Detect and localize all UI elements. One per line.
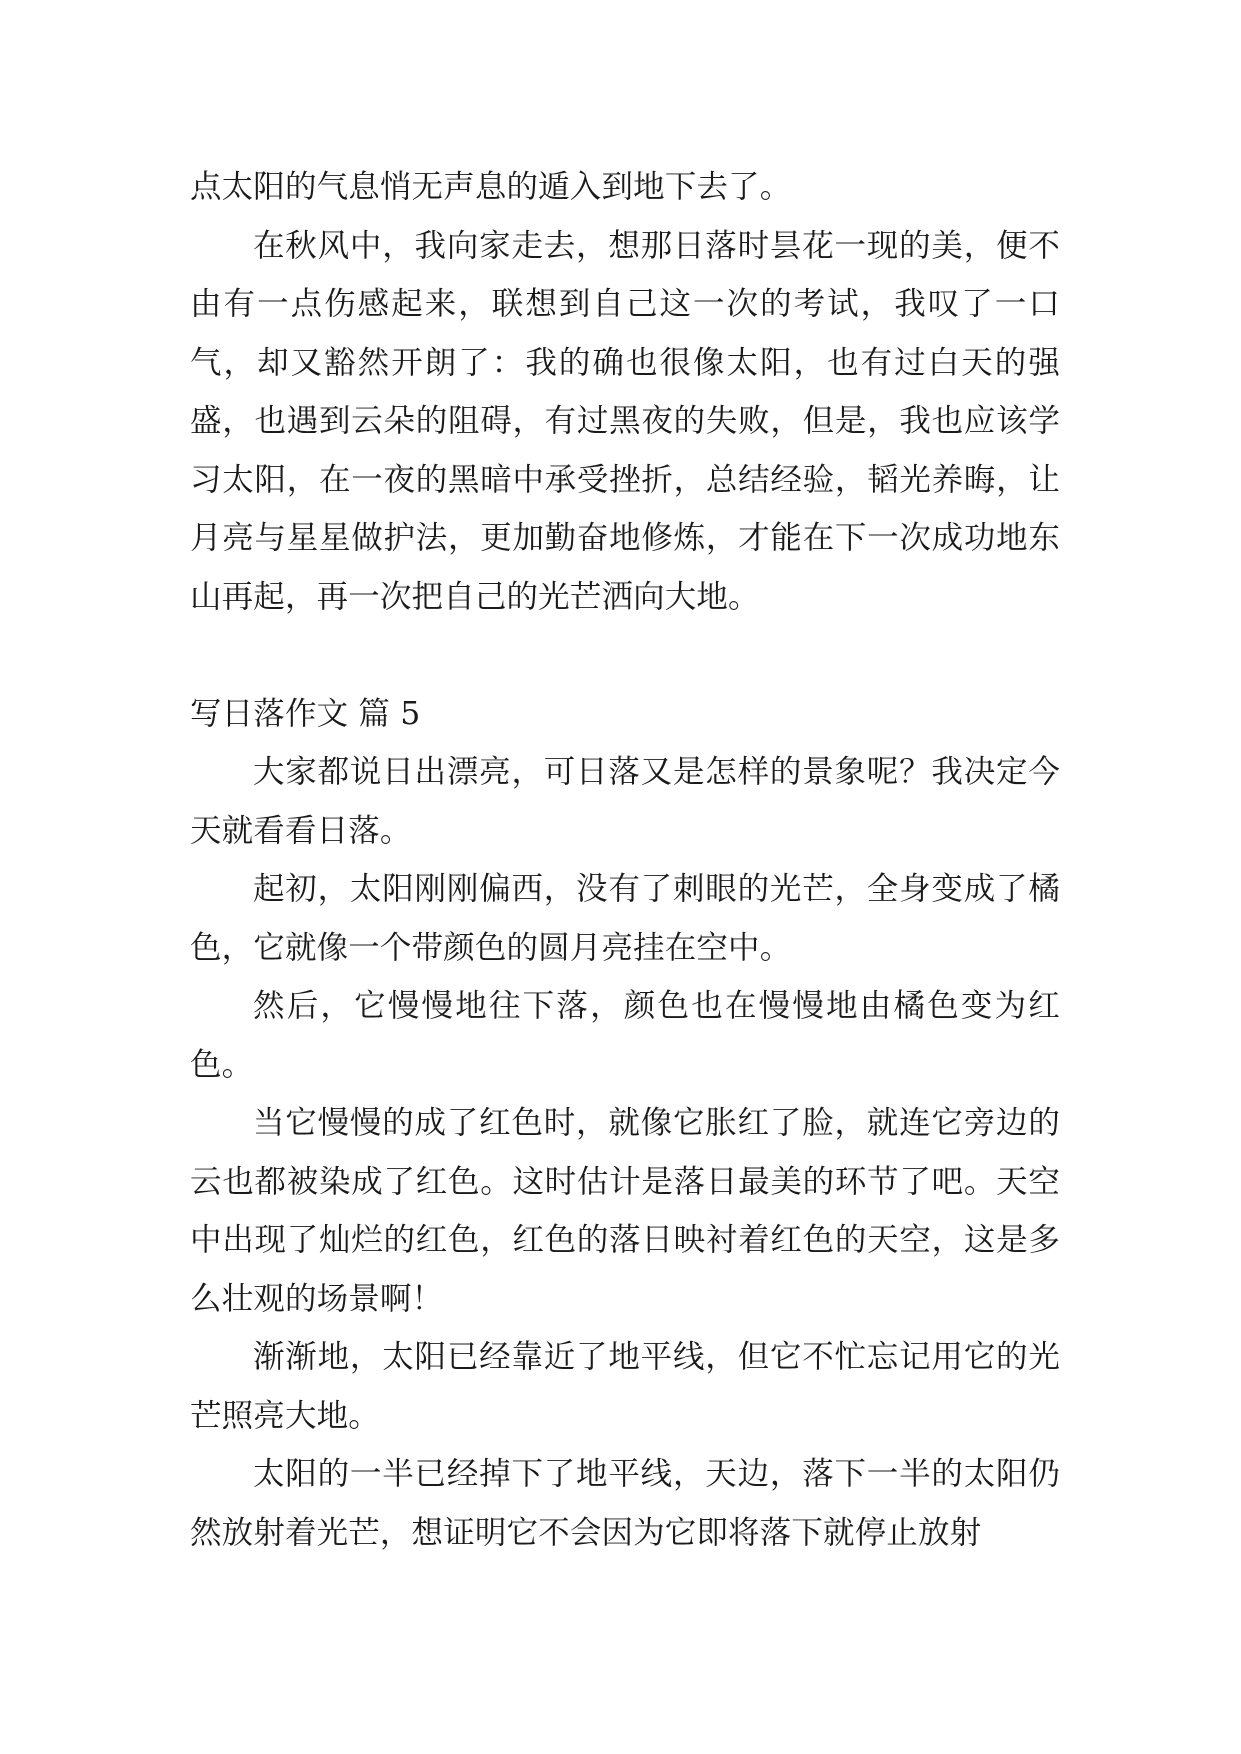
paragraph-half-sun: 太阳的一半已经掉下了地平线，天边，落下一半的太阳仍然放射着光芒，想证明它不会因为它即将落下就停止放射 xyxy=(190,1456,1060,1551)
paragraph-then: 然后，它慢慢地往下落，颜色也在慢慢地由橘色变为红色。 xyxy=(190,988,1060,1083)
paragraph-red-sun: 当它慢慢的成了红色时，就像它胀红了脸，就连它旁边的云也都被染成了红色。这时估计是落日最美的环节了吧。天空中出现了灿烂的红色，红色的落日映衬着红色的天空，这是多么壮观的场景啊！ xyxy=(190,1105,1060,1317)
paragraph-autumn-wind: 在秋风中，我向家走去，想那日落时昙花一现的美，便不由有一点伤感起来，联想到自己这一次的考试，我叹了一口气，却又豁然开朗了：我的确也很像太阳，也有过白天的强盛，也遇到云朵的阻碍，有过黑夜的失败，但是，我也应该学习太阳，在一夜的黑暗中承受挫折，总结经验，韬光养晦，让月亮与星星做护法，更加勤奋地修炼，才能在下一次成功地东山再起，再一次把自己的光芒洒向大地。 xyxy=(190,227,1060,615)
paragraph-intro: 大家都说日出漂亮，可日落又是怎样的景象呢？我决定今天就看看日落。 xyxy=(190,754,1060,849)
paragraph-horizon: 渐渐地，太阳已经靠近了地平线，但它不忙忘记用它的光芒照亮大地。 xyxy=(190,1339,1060,1434)
paragraph-continuation: 点太阳的气息悄无声息的遁入到地下去了。 xyxy=(190,169,792,205)
paragraph-beginning: 起初，太阳刚刚偏西，没有了刺眼的光芒，全身变成了橘色，它就像一个带颜色的圆月亮挂在空中。 xyxy=(190,871,1060,966)
section-title: 写日落作文 篇 5 xyxy=(190,695,421,732)
document-body xyxy=(190,158,1060,1562)
